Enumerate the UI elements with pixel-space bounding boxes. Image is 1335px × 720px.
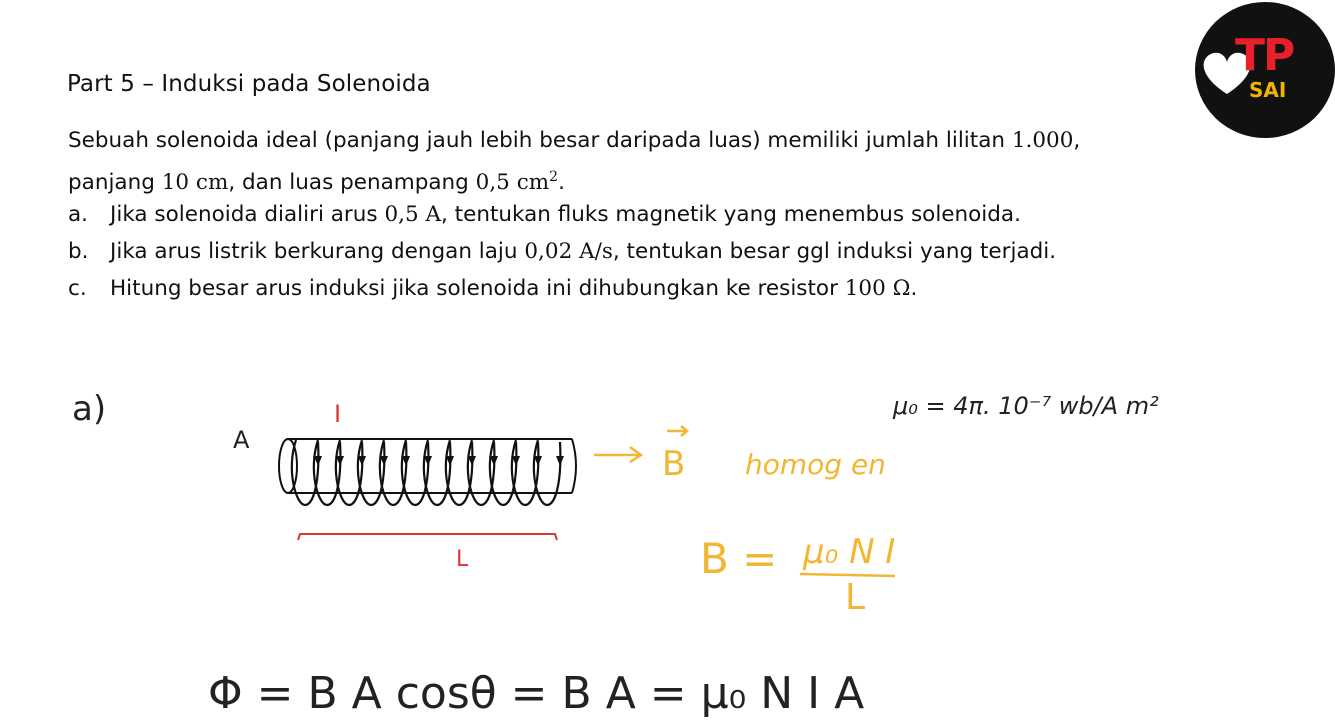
intro-text: Sebuah solenoida ideal (panjang jauh lebih besar daripada luas) memiliki jumlah lilitan: [68, 128, 1012, 153]
end-label: A: [233, 426, 250, 454]
field-vector-label: B: [662, 444, 686, 484]
question-label: b.: [68, 239, 89, 264]
b-formula-denominator: L: [845, 577, 866, 618]
length-bracket: [298, 534, 557, 540]
field-note: homog en: [745, 448, 886, 481]
length-value: 10 cm: [161, 170, 229, 196]
question-math: 0,5 A: [384, 202, 441, 227]
current-label: I: [334, 400, 342, 428]
turns-value: 1.000: [1011, 128, 1074, 153]
line2-c: .: [558, 170, 565, 196]
question-text: Jika solenoida dialiri arus: [110, 202, 385, 227]
area-value: 0,5 cm: [475, 170, 550, 196]
question-text-end: .: [910, 276, 918, 301]
question-text-end: , tentukan besar ggl induksi yang terjadi.: [612, 239, 1057, 264]
question-math: 100 Ω: [844, 276, 911, 301]
page-title: Part 5 – Induksi pada Solenoida: [67, 71, 431, 97]
flux-equation: Φ = B A cosθ = B A = μ₀ N I A: [208, 668, 865, 719]
length-label: L: [456, 547, 469, 572]
b-formula-numerator: μ₀ N I: [803, 532, 896, 572]
mu-constant: μ₀ = 4π. 10⁻⁷ wb/A m²: [893, 392, 1159, 420]
fraction-bar: [800, 574, 895, 576]
question-label: c.: [68, 276, 87, 301]
question-math: 0,02 A/s: [524, 239, 613, 264]
area-exponent: 2: [549, 169, 559, 185]
solenoid-drawing: [279, 439, 576, 505]
line2-b: , dan luas penampang: [228, 170, 476, 196]
line2-a: panjang: [68, 170, 162, 196]
question-text: Jika arus listrik berkurang dengan laju: [110, 239, 525, 264]
part-label: a): [72, 389, 107, 429]
b-formula-lhs: B =: [700, 534, 778, 583]
question-text: Hitung besar arus induksi jika solenoida ini dihubungkan ke resistor: [110, 276, 845, 301]
intro-comma: ,: [1073, 128, 1081, 153]
logo-subtext: SAI: [1249, 78, 1287, 102]
question-text-end: , tentukan fluks magnetik yang menembus solenoida.: [441, 202, 1021, 227]
question-label: a.: [68, 202, 89, 227]
logo-text: TP: [1235, 30, 1294, 81]
